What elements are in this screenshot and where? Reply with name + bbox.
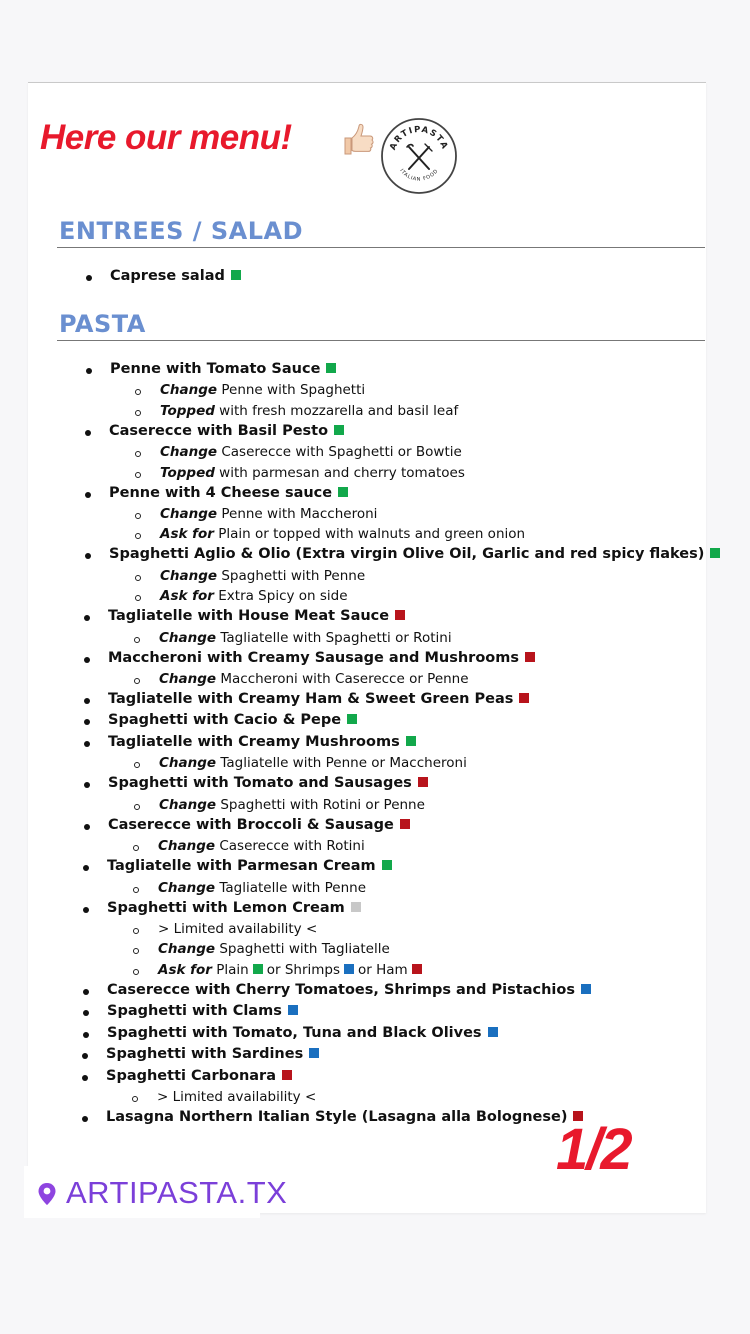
menu-item-name: Spaghetti with Sardines bbox=[106, 1046, 304, 1062]
option-text: Spaghetti with Penne bbox=[217, 568, 366, 584]
option-text: Caserecce with Rotini bbox=[215, 838, 365, 854]
logo-top-text: ARTIPASTA bbox=[388, 124, 450, 152]
section-divider bbox=[57, 340, 705, 341]
menu-item-name: Tagliatelle with Parmesan Cream bbox=[107, 858, 376, 874]
menu-option bbox=[159, 755, 467, 771]
sub-bullet-icon bbox=[135, 595, 141, 601]
option-keyword: Change bbox=[160, 506, 218, 522]
menu-item-name: Spaghetti Carbonara bbox=[106, 1068, 276, 1084]
bullet-icon bbox=[85, 492, 91, 498]
sub-bullet-icon bbox=[135, 410, 141, 416]
menu-item-name: Spaghetti with Clams bbox=[107, 1003, 282, 1019]
option-keyword: Change bbox=[159, 755, 217, 771]
bullet-icon bbox=[84, 615, 90, 621]
menu-item bbox=[107, 982, 591, 998]
menu-item bbox=[108, 734, 416, 750]
menu-item bbox=[106, 1068, 292, 1084]
dietary-color-square bbox=[710, 548, 720, 558]
bullet-icon bbox=[82, 1116, 88, 1122]
menu-item bbox=[108, 608, 405, 624]
menu-option bbox=[158, 838, 365, 854]
bullet-icon bbox=[84, 824, 90, 830]
sub-bullet-icon bbox=[135, 513, 141, 519]
bullet-icon bbox=[83, 907, 89, 913]
option-text: or Ham bbox=[358, 962, 408, 978]
bullet-icon bbox=[82, 1075, 88, 1081]
option-keyword: Topped bbox=[160, 403, 215, 419]
option-text: Spaghetti with Tagliatelle bbox=[215, 941, 390, 957]
menu-option bbox=[160, 465, 465, 481]
sub-bullet-icon bbox=[133, 887, 139, 893]
dietary-color-square bbox=[382, 860, 392, 870]
menu-item-name: Caserecce with Cherry Tomatoes, Shrimps and Pistachios bbox=[107, 982, 575, 998]
sub-bullet-icon bbox=[135, 451, 141, 457]
option-text: or Shrimps bbox=[266, 962, 341, 978]
dietary-color-square bbox=[344, 964, 354, 974]
section-title-entrees: ENTREES / SALAD bbox=[59, 217, 304, 245]
menu-item bbox=[106, 1109, 583, 1125]
menu-item bbox=[108, 775, 428, 791]
dietary-color-square bbox=[231, 270, 241, 280]
bullet-icon bbox=[83, 989, 89, 995]
menu-option bbox=[160, 506, 377, 522]
option-text: Maccheroni with Caserecce or Penne bbox=[216, 671, 469, 687]
sub-bullet-icon bbox=[135, 575, 141, 581]
menu-item bbox=[109, 423, 344, 439]
menu-option bbox=[160, 568, 365, 584]
sub-bullet-icon bbox=[133, 928, 139, 934]
logo-bottom-text: ITALIAN FOOD bbox=[398, 167, 440, 183]
option-keyword: Change bbox=[158, 941, 216, 957]
dietary-color-square bbox=[418, 777, 428, 787]
menu-option bbox=[159, 671, 469, 687]
bullet-icon bbox=[86, 368, 92, 374]
dietary-color-square bbox=[338, 487, 348, 497]
bullet-icon bbox=[85, 553, 91, 559]
option-keyword: Change bbox=[158, 838, 216, 854]
option-text: Extra Spicy on side bbox=[213, 588, 348, 604]
dietary-color-square bbox=[525, 652, 535, 662]
menu-item bbox=[107, 900, 361, 916]
bullet-icon bbox=[84, 698, 90, 704]
menu-option bbox=[158, 880, 366, 896]
bullet-icon bbox=[84, 657, 90, 663]
option-text: Penne with Maccheroni bbox=[217, 506, 378, 522]
menu-option bbox=[160, 444, 462, 460]
bullet-icon bbox=[83, 1032, 89, 1038]
sub-bullet-icon bbox=[134, 637, 140, 643]
menu-item bbox=[110, 361, 336, 377]
menu-item-name: Tagliatelle with Creamy Mushrooms bbox=[108, 734, 400, 750]
dietary-color-square bbox=[406, 736, 416, 746]
menu-item-name: Penne with 4 Cheese sauce bbox=[109, 485, 333, 501]
menu-item bbox=[108, 817, 410, 833]
menu-item-name: Penne with Tomato Sauce bbox=[110, 361, 321, 377]
option-text: with fresh mozzarella and basil leaf bbox=[214, 403, 459, 419]
menu-item bbox=[107, 1025, 498, 1041]
menu-option bbox=[160, 382, 365, 398]
option-text: Plain bbox=[211, 962, 249, 978]
menu-item-name: Tagliatelle with House Meat Sauce bbox=[108, 608, 390, 624]
dietary-color-square bbox=[282, 1070, 292, 1080]
bullet-icon bbox=[84, 782, 90, 788]
menu-item-name: Maccheroni with Creamy Sausage and Mushrooms bbox=[108, 650, 519, 666]
menu-item bbox=[107, 858, 392, 874]
menu-item bbox=[110, 268, 241, 284]
sub-bullet-icon bbox=[135, 472, 141, 478]
bullet-icon bbox=[84, 741, 90, 747]
menu-headline: Here our menu! bbox=[40, 118, 292, 157]
sub-bullet-icon bbox=[135, 533, 141, 539]
option-keyword: Change bbox=[160, 444, 218, 460]
menu-item-name: Caprese salad bbox=[110, 268, 225, 284]
sub-bullet-icon bbox=[133, 948, 139, 954]
dietary-color-square bbox=[412, 964, 422, 974]
dietary-color-square bbox=[347, 714, 357, 724]
menu-item bbox=[108, 712, 357, 728]
dietary-color-square bbox=[488, 1027, 498, 1037]
menu-item bbox=[107, 1003, 298, 1019]
dietary-color-square bbox=[581, 984, 591, 994]
menu-option bbox=[158, 962, 426, 978]
bullet-icon bbox=[83, 865, 89, 871]
menu-option bbox=[159, 630, 452, 646]
option-text: Tagliatelle with Spaghetti or Rotini bbox=[216, 630, 452, 646]
bullet-icon bbox=[85, 430, 91, 436]
sub-bullet-icon bbox=[134, 678, 140, 684]
page-indicator: 1/2 bbox=[556, 1117, 631, 1182]
section-title-pasta: PASTA bbox=[59, 310, 146, 338]
sub-bullet-icon bbox=[134, 762, 140, 768]
dietary-color-square bbox=[326, 363, 336, 373]
menu-item bbox=[108, 650, 535, 666]
option-text: > Limited availability < bbox=[158, 921, 318, 937]
location-sticker[interactable] bbox=[24, 1166, 288, 1218]
menu-option bbox=[159, 797, 425, 813]
menu-option bbox=[160, 526, 525, 542]
option-keyword: Ask for bbox=[160, 526, 214, 542]
option-keyword: Ask for bbox=[160, 588, 214, 604]
menu-item-name: Lasagna Northern Italian Style (Lasagna alla Bolognese) bbox=[106, 1109, 568, 1125]
menu-option bbox=[157, 1089, 316, 1105]
menu-item-name: Tagliatelle with Creamy Ham & Sweet Green Peas bbox=[108, 691, 514, 707]
menu-item bbox=[109, 485, 348, 501]
menu-page bbox=[28, 82, 706, 1213]
bullet-icon bbox=[86, 275, 92, 281]
location-pin-icon bbox=[37, 1182, 57, 1206]
option-text: Penne with Spaghetti bbox=[217, 382, 366, 398]
dietary-color-square bbox=[395, 610, 405, 620]
option-text: Plain or topped with walnuts and green onion bbox=[213, 526, 526, 542]
bullet-icon bbox=[83, 1010, 89, 1016]
option-keyword: Change bbox=[159, 671, 217, 687]
menu-option bbox=[160, 403, 458, 419]
menu-item-name: Spaghetti with Tomato, Tuna and Black Olives bbox=[107, 1025, 482, 1041]
sub-bullet-icon bbox=[133, 845, 139, 851]
bullet-icon bbox=[84, 719, 90, 725]
menu-item-name: Caserecce with Broccoli & Sausage bbox=[108, 817, 394, 833]
menu-item bbox=[106, 1046, 319, 1062]
menu-option bbox=[160, 588, 348, 604]
menu-item-name: Spaghetti Aglio & Olio (Extra virgin Olive Oil, Garlic and red spicy flakes) bbox=[109, 546, 705, 562]
dietary-color-square bbox=[519, 693, 529, 703]
menu-option bbox=[158, 921, 317, 937]
section-divider bbox=[57, 247, 705, 248]
option-text: > Limited availability < bbox=[157, 1089, 317, 1105]
option-keyword: Change bbox=[160, 382, 218, 398]
sub-bullet-icon bbox=[135, 389, 141, 395]
bullet-icon bbox=[82, 1053, 88, 1059]
menu-item-name: Spaghetti with Lemon Cream bbox=[107, 900, 345, 916]
menu-item-name: Spaghetti with Cacio & Pepe bbox=[108, 712, 342, 728]
sub-bullet-icon bbox=[133, 969, 139, 975]
artipasta-logo bbox=[380, 117, 458, 195]
dietary-color-square bbox=[400, 819, 410, 829]
sub-bullet-icon bbox=[132, 1096, 138, 1102]
option-keyword: Topped bbox=[160, 465, 215, 481]
option-keyword: Ask for bbox=[158, 962, 212, 978]
option-text: Tagliatelle with Penne or Maccheroni bbox=[216, 755, 467, 771]
option-text: Spaghetti with Rotini or Penne bbox=[216, 797, 425, 813]
menu-item-name: Caserecce with Basil Pesto bbox=[109, 423, 329, 439]
menu-item bbox=[108, 691, 529, 707]
option-keyword: Change bbox=[159, 630, 217, 646]
option-text: with parmesan and cherry tomatoes bbox=[214, 465, 465, 481]
thumbs-up-icon bbox=[337, 119, 377, 159]
option-text: Caserecce with Spaghetti or Bowtie bbox=[217, 444, 462, 460]
menu-item bbox=[109, 546, 720, 562]
menu-item-name: Spaghetti with Tomato and Sausages bbox=[108, 775, 412, 791]
option-keyword: Change bbox=[158, 880, 216, 896]
sub-bullet-icon bbox=[134, 804, 140, 810]
dietary-color-square bbox=[309, 1048, 319, 1058]
location-label: ARTIPASTA.TX bbox=[66, 1175, 288, 1210]
option-keyword: Change bbox=[160, 568, 218, 584]
option-keyword: Change bbox=[159, 797, 217, 813]
dietary-color-square bbox=[334, 425, 344, 435]
dietary-color-square bbox=[288, 1005, 298, 1015]
option-text: Tagliatelle with Penne bbox=[215, 880, 366, 896]
dietary-color-square bbox=[351, 902, 361, 912]
menu-option bbox=[158, 941, 390, 957]
dietary-color-square bbox=[253, 964, 263, 974]
